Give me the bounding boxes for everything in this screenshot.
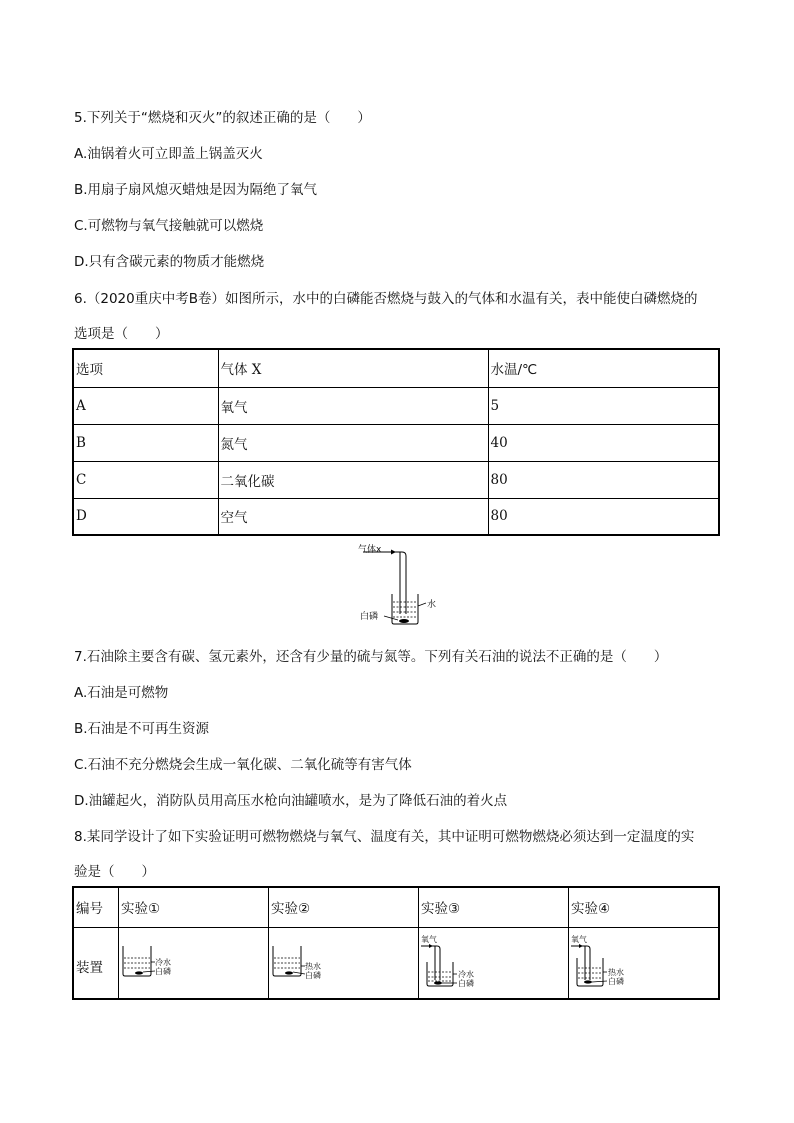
q8-device-3 (419, 927, 569, 999)
table-row (73, 387, 719, 424)
q6-water-label: 水 (427, 600, 437, 610)
table-cell: 80 (488, 461, 719, 498)
q6-header-gas: 气体 X (218, 349, 488, 387)
q5-stem: 5.下列关于“燃烧和灭火”的叙述正确的是（ ） (74, 110, 371, 126)
q8-device-4 (569, 927, 720, 999)
table-row (73, 927, 719, 999)
q8-table-header (73, 887, 719, 927)
q6-header-temp: 水温/℃ (488, 349, 719, 387)
q7-option-a: A.石油是可燃物 (74, 685, 169, 701)
table-cell: 氧气 (218, 387, 488, 424)
q8-header-exp1: 实验① (119, 887, 269, 927)
q8-device-label: 装置 (73, 927, 119, 999)
q8-exp4-water: 热水 (608, 967, 624, 977)
q8-exp4-gas: 氧气 (571, 934, 587, 944)
q8-exp2-phosphorus: 白磷 (305, 970, 321, 980)
table-cell: 二氧化碳 (218, 461, 488, 498)
q8-header-exp3: 实验③ (419, 887, 569, 927)
q8-stem-line2: 验是（ ） (74, 864, 155, 880)
table-cell: 5 (488, 387, 719, 424)
table-cell: D (73, 498, 218, 535)
table-cell: 氮气 (218, 424, 488, 461)
q5-option-a: A.油锅着火可立即盖上锅盖灭火 (74, 146, 263, 162)
table-row (73, 461, 719, 498)
q8-header-exp2: 实验② (269, 887, 419, 927)
q7-option-d: D.油罐起火，消防队员用高压水枪向油罐喷水，是为了降低石油的着火点 (74, 793, 508, 809)
q8-exp1-phosphorus: 白磷 (155, 966, 171, 976)
q8-exp3-water: 冷水 (458, 969, 474, 979)
q8-exp2-water: 热水 (305, 961, 321, 971)
q8-device-1 (119, 927, 269, 999)
q8-exp3-gas: 氧气 (421, 934, 437, 944)
q8-device-2 (269, 927, 419, 999)
q7-option-b: B.石油是不可再生资源 (74, 721, 210, 737)
q6-header-option: 选项 (73, 349, 218, 387)
q6-table (72, 348, 720, 536)
q8-table (72, 886, 720, 1000)
table-cell: 80 (488, 498, 719, 535)
q6-stem-line2: 选项是（ ） (74, 326, 169, 342)
table-cell: B (73, 424, 218, 461)
table-cell: 空气 (218, 498, 488, 535)
q8-exp1-water: 冷水 (155, 957, 171, 967)
q7-stem: 7.石油除主要含有碳、氢元素外，还含有少量的硫与氮等。下列有关石油的说法不正确的是（ ） (74, 649, 668, 665)
q8-stem-line1: 8.某同学设计了如下实验证明可燃物燃烧与氧气、温度有关，其中证明可燃物燃烧必须达到一定温度的实 (74, 829, 695, 845)
q5-option-b: B.用扇子扇风熄灭蜡烛是因为隔绝了氧气 (74, 182, 318, 198)
table-row (73, 498, 719, 535)
q5-option-d: D.只有含碳元素的物质才能燃烧 (74, 254, 265, 270)
q7-option-c: C.石油不充分燃烧会生成一氧化碳、二氧化硫等有害气体 (74, 757, 412, 773)
table-row (73, 424, 719, 461)
q6-gas-label: 气体x (358, 545, 382, 555)
q8-exp3-phosphorus: 白磷 (458, 978, 474, 988)
q8-exp4-phosphorus: 白磷 (608, 976, 624, 986)
q6-phosphorus-label: 白磷 (360, 612, 379, 622)
table-cell: 40 (488, 424, 719, 461)
q8-header-number: 编号 (73, 887, 119, 927)
table-cell: A (73, 387, 218, 424)
q5-option-c: C.可燃物与氧气接触就可以燃烧 (74, 218, 264, 234)
q6-figure (350, 542, 450, 628)
q6-table-header (73, 349, 719, 387)
q8-header-exp4: 实验④ (569, 887, 720, 927)
q6-stem-line1: 6.（2020重庆中考B卷）如图所示，水中的白磷能否燃烧与鼓入的气体和水温有关，表中能使白磷燃烧的 (74, 291, 698, 307)
table-cell: C (73, 461, 218, 498)
